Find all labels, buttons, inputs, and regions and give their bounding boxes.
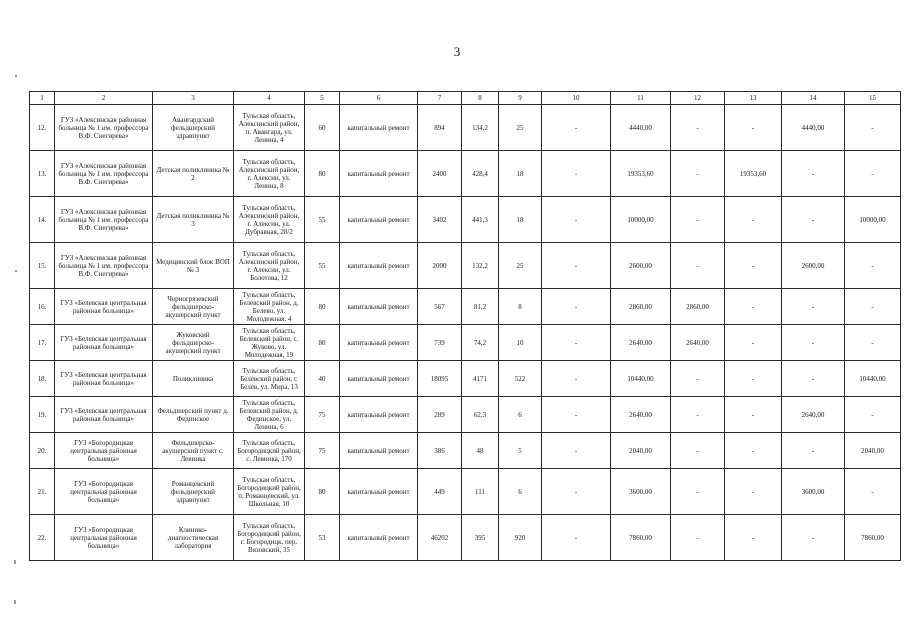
table-row: [30, 289, 901, 325]
address-cell: Тульская область, Алексинский район, г. Алексин, ул. Болотова, 12: [234, 243, 305, 289]
work-type-cell: капитальный ремонт: [340, 289, 418, 325]
cell: -: [782, 361, 845, 397]
cell: -: [671, 197, 725, 243]
scan-mark-left-3: [14, 560, 16, 564]
cell: 2600,00: [782, 243, 845, 289]
organization-cell: ГУЗ «Белевская центральная районная больница»: [55, 361, 153, 397]
cell: 10000,00: [611, 197, 671, 243]
address-cell: Тульская область, Белевский район, с. Жуково, ул. Молодежная, 19: [234, 325, 305, 361]
col-header: 9: [499, 92, 542, 105]
cell: 80: [305, 469, 340, 515]
cell: -: [542, 397, 611, 433]
row-number: 20.: [30, 433, 55, 469]
address-cell: Тульская область, Белевский район, д. Белево, ул. Молодежная, 4: [234, 289, 305, 325]
cell: 920: [499, 515, 542, 561]
organization-cell: ГУЗ «Алексинская районная больница № 1 им. профессора В.Ф. Снегирева»: [55, 243, 153, 289]
cell: 19353,60: [611, 151, 671, 197]
cell: -: [671, 515, 725, 561]
cell: -: [725, 289, 782, 325]
cell: 2640,00: [782, 397, 845, 433]
cell: -: [671, 151, 725, 197]
cell: -: [725, 325, 782, 361]
cell: 4171: [462, 361, 499, 397]
cell: 4440,00: [611, 105, 671, 151]
object-cell: Романцевский фельдшерский здравпункт: [153, 469, 234, 515]
cell: -: [725, 243, 782, 289]
cell: 3600,00: [782, 469, 845, 515]
scan-mark-left-1: [15, 75, 17, 77]
row-number: 19.: [30, 397, 55, 433]
cell: 7860,00: [611, 515, 671, 561]
cell: 111: [462, 469, 499, 515]
cell: 40: [305, 361, 340, 397]
cell: -: [542, 197, 611, 243]
work-type-cell: капитальный ремонт: [340, 361, 418, 397]
cell: 2860,00: [611, 289, 671, 325]
cell: -: [782, 289, 845, 325]
table-row: [30, 105, 901, 151]
cell: 6: [499, 397, 542, 433]
table-row: [30, 433, 901, 469]
cell: 2640,00: [611, 325, 671, 361]
cell: -: [845, 325, 901, 361]
table-row: [30, 361, 901, 397]
cell: -: [542, 469, 611, 515]
cell: -: [542, 151, 611, 197]
table-row: [30, 151, 901, 197]
cell: 10440,00: [611, 361, 671, 397]
object-cell: Поликлиника: [153, 361, 234, 397]
address-cell: Тульская область, Белевский район, г. Белев, ул. Мира, 13: [234, 361, 305, 397]
cell: 55: [305, 243, 340, 289]
cell: 2600,00: [611, 243, 671, 289]
cell: 2000: [418, 243, 462, 289]
cell: 522: [499, 361, 542, 397]
header-row: [30, 92, 901, 105]
cell: -: [845, 243, 901, 289]
cell: 74,2: [462, 325, 499, 361]
row-number: 18.: [30, 361, 55, 397]
address-cell: Тульская область, Богородицкий район, г. Богородицк, пер. Вязовский, 35: [234, 515, 305, 561]
object-cell: Детская поликлиника № 3: [153, 197, 234, 243]
cell: 18095: [418, 361, 462, 397]
organization-cell: ГУЗ «Алексинская районная больница № 1 им. профессора В.Ф. Снегирева»: [55, 197, 153, 243]
cell: 894: [418, 105, 462, 151]
cell: 48: [462, 433, 499, 469]
cell: -: [671, 361, 725, 397]
work-type-cell: капитальный ремонт: [340, 151, 418, 197]
cell: 2640,00: [671, 325, 725, 361]
cell: -: [725, 515, 782, 561]
cell: 567: [418, 289, 462, 325]
organization-cell: ГУЗ «Алексинская районная больница № 1 им. профессора В.Ф. Снегирева»: [55, 105, 153, 151]
col-header: 1: [30, 92, 55, 105]
cell: 8: [499, 289, 542, 325]
scan-mark-left-4: [14, 600, 16, 604]
object-cell: Фельдшерско-акушерский пункт с. Левинка: [153, 433, 234, 469]
cell: -: [671, 243, 725, 289]
cell: -: [542, 243, 611, 289]
data-table-container: [29, 91, 901, 561]
cell: 2860,00: [671, 289, 725, 325]
cell: 4440,00: [782, 105, 845, 151]
table-row: [30, 197, 901, 243]
cell: -: [542, 515, 611, 561]
cell: -: [845, 289, 901, 325]
organization-cell: ГУЗ «Белевская центральная районная больница»: [55, 289, 153, 325]
table-row: [30, 515, 901, 561]
cell: -: [542, 433, 611, 469]
cell: 2640,00: [611, 397, 671, 433]
cell: 62,3: [462, 397, 499, 433]
address-cell: Тульская область, Белевский район, д. Фединское, ул. Ленина, 6: [234, 397, 305, 433]
row-number: 21.: [30, 469, 55, 515]
organization-cell: ГУЗ «Белевская центральная районная больница»: [55, 325, 153, 361]
col-header: 10: [542, 92, 611, 105]
cell: 5: [499, 433, 542, 469]
work-type-cell: капитальный ремонт: [340, 397, 418, 433]
object-cell: Медицинский блок ВОП № 3: [153, 243, 234, 289]
cell: 25: [499, 243, 542, 289]
data-table: [29, 91, 901, 561]
col-header: 2: [55, 92, 153, 105]
cell: -: [725, 361, 782, 397]
cell: 80: [305, 325, 340, 361]
cell: -: [845, 105, 901, 151]
cell: 25: [499, 105, 542, 151]
cell: 75: [305, 433, 340, 469]
cell: 55: [305, 197, 340, 243]
cell: 19353,60: [725, 151, 782, 197]
cell: 449: [418, 469, 462, 515]
cell: -: [782, 325, 845, 361]
table-row: [30, 243, 901, 289]
cell: 3600,00: [611, 469, 671, 515]
organization-cell: ГУЗ «Богородицкая центральная районная больница»: [55, 515, 153, 561]
cell: -: [671, 105, 725, 151]
col-header: 3: [153, 92, 234, 105]
object-cell: Черногрязевский фельдшерско-акушерский пункт: [153, 289, 234, 325]
object-cell: Детская поликлиника № 2: [153, 151, 234, 197]
cell: 2400: [418, 151, 462, 197]
cell: 81,2: [462, 289, 499, 325]
cell: -: [845, 397, 901, 433]
col-header: 8: [462, 92, 499, 105]
address-cell: Тульская область, Богородицкий район, с. Левинка, 170: [234, 433, 305, 469]
cell: 6: [499, 469, 542, 515]
object-cell: Клинико-диагностическая лаборатория: [153, 515, 234, 561]
address-cell: Тульская область, Алексинский район, г. Алексин, ул. Ленина, 8: [234, 151, 305, 197]
scan-mark-left-2: [15, 270, 17, 272]
cell: -: [542, 361, 611, 397]
work-type-cell: капитальный ремонт: [340, 105, 418, 151]
cell: -: [782, 433, 845, 469]
cell: -: [671, 397, 725, 433]
cell: 395: [462, 515, 499, 561]
row-number: 22.: [30, 515, 55, 561]
organization-cell: ГУЗ «Алексинская районная больница № 1 им. профессора В.Ф. Снегирева»: [55, 151, 153, 197]
cell: -: [725, 469, 782, 515]
cell: 75: [305, 397, 340, 433]
cell: -: [845, 151, 901, 197]
row-number: 13.: [30, 151, 55, 197]
address-cell: Тульская область, Алексинский район, п. Авангард, ул. Ленина, 4: [234, 105, 305, 151]
organization-cell: ГУЗ «Богородицкая центральная районная больница»: [55, 433, 153, 469]
cell: 2040,00: [845, 433, 901, 469]
cell: 3402: [418, 197, 462, 243]
object-cell: Жуковский фельдшерско-акушерский пункт: [153, 325, 234, 361]
cell: -: [845, 469, 901, 515]
object-cell: Фельдшерский пункт д. Фединское: [153, 397, 234, 433]
col-header: 5: [305, 92, 340, 105]
work-type-cell: капитальный ремонт: [340, 325, 418, 361]
table-row: [30, 325, 901, 361]
col-header: 13: [725, 92, 782, 105]
cell: 46202: [418, 515, 462, 561]
cell: -: [725, 397, 782, 433]
cell: 10: [499, 325, 542, 361]
cell: -: [725, 433, 782, 469]
cell: 289: [418, 397, 462, 433]
organization-cell: ГУЗ «Белевская центральная районная больница»: [55, 397, 153, 433]
cell: 2040,00: [611, 433, 671, 469]
table-row: [30, 397, 901, 433]
cell: -: [671, 469, 725, 515]
row-number: 15.: [30, 243, 55, 289]
cell: -: [542, 289, 611, 325]
cell: 134,2: [462, 105, 499, 151]
col-header: 14: [782, 92, 845, 105]
row-number: 14.: [30, 197, 55, 243]
address-cell: Тульская область, Богородицкий район, п. Романцевский, ул. Школьная, 10: [234, 469, 305, 515]
work-type-cell: капитальный ремонт: [340, 515, 418, 561]
cell: -: [725, 197, 782, 243]
cell: 18: [499, 151, 542, 197]
col-header: 15: [845, 92, 901, 105]
cell: 80: [305, 289, 340, 325]
address-cell: Тульская область, Алексинский район, г. Алексин, ул. Дубравная, 28/2: [234, 197, 305, 243]
cell: -: [542, 325, 611, 361]
cell: -: [671, 433, 725, 469]
cell: 7860,00: [845, 515, 901, 561]
work-type-cell: капитальный ремонт: [340, 197, 418, 243]
row-number: 16.: [30, 289, 55, 325]
page-number: 3: [453, 44, 461, 59]
cell: -: [782, 197, 845, 243]
cell: 132,2: [462, 243, 499, 289]
col-header: 6: [340, 92, 418, 105]
cell: 80: [305, 151, 340, 197]
row-number: 12.: [30, 105, 55, 151]
work-type-cell: капитальный ремонт: [340, 433, 418, 469]
col-header: 7: [418, 92, 462, 105]
cell: -: [782, 151, 845, 197]
col-header: 12: [671, 92, 725, 105]
cell: 10000,00: [845, 197, 901, 243]
work-type-cell: капитальный ремонт: [340, 243, 418, 289]
cell: 18: [499, 197, 542, 243]
cell: 60: [305, 105, 340, 151]
col-header: 11: [611, 92, 671, 105]
organization-cell: ГУЗ «Богородицкая центральная районная больница»: [55, 469, 153, 515]
cell: -: [542, 105, 611, 151]
work-type-cell: капитальный ремонт: [340, 469, 418, 515]
object-cell: Авангардский фельдшерский здравпункт: [153, 105, 234, 151]
row-number: 17.: [30, 325, 55, 361]
cell: 428,4: [462, 151, 499, 197]
cell: 386: [418, 433, 462, 469]
table-row: [30, 469, 901, 515]
cell: 10440,00: [845, 361, 901, 397]
cell: -: [725, 105, 782, 151]
cell: 53: [305, 515, 340, 561]
col-header: 4: [234, 92, 305, 105]
cell: -: [782, 515, 845, 561]
cell: 739: [418, 325, 462, 361]
cell: 441,3: [462, 197, 499, 243]
